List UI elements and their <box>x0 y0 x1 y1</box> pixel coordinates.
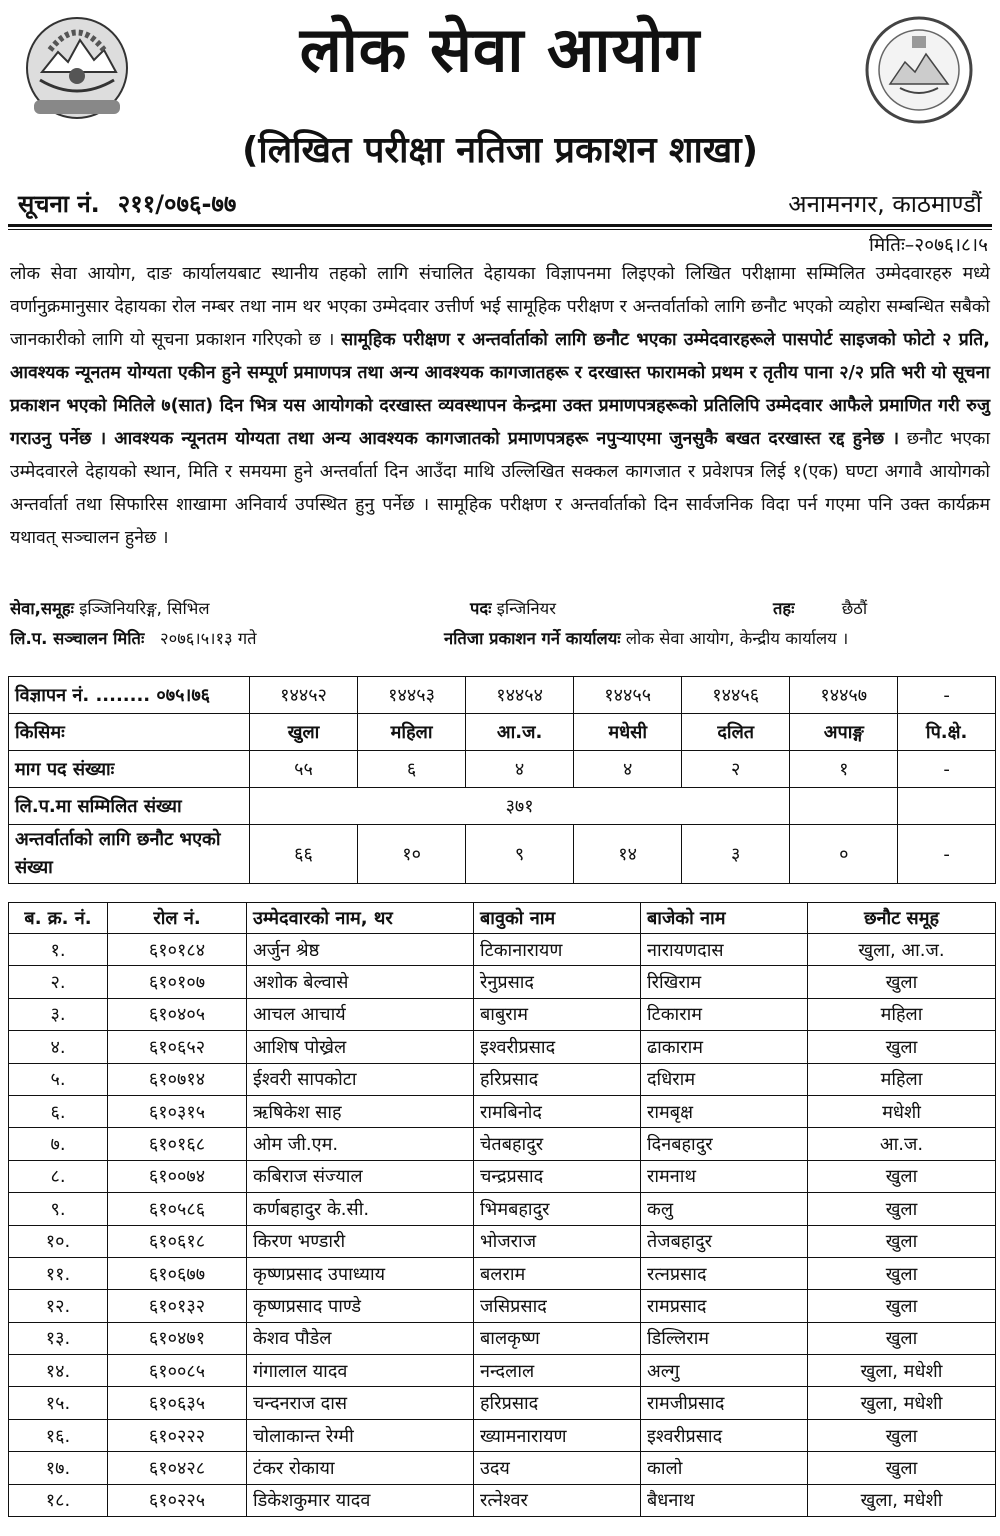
office-location: अनामनगर, काठमाण्डौं <box>788 190 982 218</box>
serial-cell: १२. <box>9 1290 108 1322</box>
grandfather-cell: दिनबहादुर <box>641 1128 808 1160</box>
serial-cell: १४. <box>9 1355 108 1387</box>
roll-cell: ६१०२२५ <box>108 1484 247 1516</box>
demand-cell: - <box>898 751 996 788</box>
grandfather-cell: कलु <box>641 1193 808 1225</box>
roll-cell: ६१०३१५ <box>108 1095 247 1127</box>
post <box>470 596 556 619</box>
serial-cell: ९. <box>9 1193 108 1225</box>
grandfather-cell: दधिराम <box>641 1063 808 1095</box>
ad-number-cell: - <box>898 677 996 714</box>
included-empty-cell <box>898 788 996 825</box>
kind-cell: मधेसी <box>574 714 682 751</box>
selected-label: अन्तर्वार्ताको लागि छनौट भएको संख्या <box>9 825 250 884</box>
kind-label: किसिमः <box>9 714 250 751</box>
grandfather-cell: कालो <box>641 1452 808 1484</box>
name-cell: ओम जी.एम. <box>247 1128 474 1160</box>
table-row <box>9 998 996 1030</box>
notice-date: मितिः–२०७६।८।५ <box>868 234 988 256</box>
post-value: इन्जिनियर <box>496 599 557 618</box>
roll-cell: ६१०६३५ <box>108 1387 247 1419</box>
table-row <box>9 1322 996 1354</box>
group-cell: खुला, आ.ज. <box>808 934 996 966</box>
name-cell: डिकेशकुमार यादव <box>247 1484 474 1516</box>
org-title: लोक सेवा आयोग <box>299 13 701 86</box>
serial-cell: ११. <box>9 1257 108 1289</box>
serial-cell: ६. <box>9 1095 108 1127</box>
result-office-label: नतिजा प्रकाशन गर्ने कार्यालयः <box>444 629 621 648</box>
table-row <box>9 1095 996 1127</box>
demand-cell: २ <box>682 751 790 788</box>
father-cell: ख्यामनारायण <box>474 1419 641 1451</box>
table-row <box>9 1355 996 1387</box>
roll-cell: ६१०५८६ <box>108 1193 247 1225</box>
roll-cell: ६१०१८४ <box>108 934 247 966</box>
kind-row <box>9 714 996 751</box>
father-cell: रेनुप्रसाद <box>474 966 641 998</box>
selected-cell: १० <box>358 825 466 884</box>
exam-date <box>10 626 257 649</box>
name-cell: टंकर रोकाया <box>247 1452 474 1484</box>
table-row <box>9 1063 996 1095</box>
roll-cell: ६१०६७७ <box>108 1257 247 1289</box>
grandfather-cell: तेजबहादुर <box>641 1225 808 1257</box>
ad-number-label: विज्ञापन नं. ........ ०७५।७६ <box>9 677 250 714</box>
header <box>8 0 992 180</box>
serial-cell: १. <box>9 934 108 966</box>
name-cell: अर्जुन श्रेष्ठ <box>247 934 474 966</box>
header-name: उम्मेदवारको नाम, थर <box>247 903 474 934</box>
notice-label: सूचना नं. <box>18 190 100 218</box>
serial-cell: ५. <box>9 1063 108 1095</box>
serial-cell: ७. <box>9 1128 108 1160</box>
table-row <box>9 966 996 998</box>
ad-number-cell: १४४५४ <box>466 677 574 714</box>
father-cell: भिमबहादुर <box>474 1193 641 1225</box>
psc-seal-icon <box>860 14 978 126</box>
table-row <box>9 1452 996 1484</box>
ad-number-cell: १४४५२ <box>250 677 358 714</box>
header-grandfather: बाजेको नाम <box>641 903 808 934</box>
father-cell: चन्द्रप्रसाद <box>474 1160 641 1192</box>
kind-cell: खुला <box>250 714 358 751</box>
serial-cell: १८. <box>9 1484 108 1516</box>
name-cell: आशिष पोख्रेल <box>247 1031 474 1063</box>
level <box>773 596 867 619</box>
grandfather-cell: रिखिराम <box>641 966 808 998</box>
group-cell: खुला <box>808 1257 996 1289</box>
selected-cell: - <box>898 825 996 884</box>
grandfather-cell: डिल्लिराम <box>641 1322 808 1354</box>
grandfather-cell: रामनाथ <box>641 1160 808 1192</box>
roll-cell: ६१०६५२ <box>108 1031 247 1063</box>
kind-cell: पि.क्षे. <box>898 714 996 751</box>
father-cell: बाबुराम <box>474 998 641 1030</box>
grandfather-cell: रामजीप्रसाद <box>641 1387 808 1419</box>
results-header-row <box>9 903 996 934</box>
post-label: पदः <box>470 599 492 618</box>
serial-cell: ८. <box>9 1160 108 1192</box>
group-cell: खुला <box>808 1160 996 1192</box>
body-paragraph-3: छनौट भएका उम्मेदवारले देहायको स्थान, मिति र समयमा हुने अन्तर्वार्ता दिन आउँदा माथि उल्लिखित सक्कल कागजात र प्रवेशपत्र लिई १(एक) घण्टा अगावै आयोगको अन्तर्वार्ता तथा सिफारिस शाखामा अनिवार्य उपस्थित हुनु पर्नेछ । सामूहिक परीक्षण र अन्तर्वार्ताको दिन सार्वजनिक विदा पर्न गएमा पनि उक्त कार्यक्रम यथावत् सञ्चालन हुनेछ । <box>10 429 990 548</box>
serial-cell: १६. <box>9 1419 108 1451</box>
group-cell: खुला <box>808 966 996 998</box>
father-cell: चेतबहादुर <box>474 1128 641 1160</box>
father-cell: उदय <box>474 1452 641 1484</box>
header-father: बावुको नाम <box>474 903 641 934</box>
roll-cell: ६१०१०७ <box>108 966 247 998</box>
demand-label: माग पद संख्याः <box>9 751 250 788</box>
service-value: इञ्जिनियरिङ्ग, सिभिल <box>79 599 210 618</box>
grandfather-cell: बैधनाथ <box>641 1484 808 1516</box>
grandfather-cell: इश्वरीप्रसाद <box>641 1419 808 1451</box>
ad-number-cell: १४४५६ <box>682 677 790 714</box>
roll-cell: ६१०६१८ <box>108 1225 247 1257</box>
grandfather-cell: रामप्रसाद <box>641 1290 808 1322</box>
father-cell: भोजराज <box>474 1225 641 1257</box>
group-cell: खुला <box>808 1290 996 1322</box>
group-cell: खुला <box>808 1225 996 1257</box>
exam-date-label: लि.प. सञ्चालन मितिः <box>10 629 145 648</box>
grandfather-cell: नारायणदास <box>641 934 808 966</box>
serial-cell: ४. <box>9 1031 108 1063</box>
group-cell: महिला <box>808 998 996 1030</box>
results-table <box>8 902 996 1517</box>
table-row <box>9 1257 996 1289</box>
table-row <box>9 934 996 966</box>
exam-date-value: २०७६।५।१३ गते <box>160 629 257 648</box>
notice-line <box>8 180 992 220</box>
group-cell: खुला, मधेशी <box>808 1355 996 1387</box>
ad-number-row <box>9 677 996 714</box>
grandfather-cell: ढाकाराम <box>641 1031 808 1063</box>
table-row <box>9 1193 996 1225</box>
name-cell: चोलाकान्त रेग्मी <box>247 1419 474 1451</box>
roll-cell: ६१०४७१ <box>108 1322 247 1354</box>
serial-cell: १५. <box>9 1387 108 1419</box>
name-cell: चन्दनराज दास <box>247 1387 474 1419</box>
advertisement-table <box>8 676 996 884</box>
grandfather-cell: रामबृक्ष <box>641 1095 808 1127</box>
level-value: छैठौं <box>841 599 868 618</box>
kind-cell: दलित <box>682 714 790 751</box>
grandfather-cell: रत्नप्रसाद <box>641 1257 808 1289</box>
table-row <box>9 1387 996 1419</box>
serial-cell: ३. <box>9 998 108 1030</box>
name-cell: कृष्णप्रसाद पाण्डे <box>247 1290 474 1322</box>
group-cell: खुला, मधेशी <box>808 1387 996 1419</box>
selected-cell: ० <box>790 825 898 884</box>
group-cell: मधेशी <box>808 1095 996 1127</box>
included-value: ३७१ <box>250 788 790 825</box>
father-cell: इश्वरीप्रसाद <box>474 1031 641 1063</box>
father-cell: टिकानारायण <box>474 934 641 966</box>
result-office-value: लोक सेवा आयोग, केन्द्रीय कार्यालय । <box>625 629 849 648</box>
roll-cell: ६१०१६८ <box>108 1128 247 1160</box>
name-cell: गंगालाल यादव <box>247 1355 474 1387</box>
table-row <box>9 1419 996 1451</box>
demand-cell: १ <box>790 751 898 788</box>
kind-cell: महिला <box>358 714 466 751</box>
father-cell: रामबिनोद <box>474 1095 641 1127</box>
group-cell: खुला, मधेशी <box>808 1484 996 1516</box>
serial-cell: १०. <box>9 1225 108 1257</box>
body-paragraph-1: लोक सेवा आयोग, दाङ कार्यालयबाट स्थानीय तहको लागि संचालित देहायका विज्ञापनमा लिइएको लिखित परीक्षामा सम्मिलित उम्मेदवारहरु मध्ये वर्णानुक्रमानुसार देहायका रोल नम्बर तथा नाम थर भएका उम्मेदवार उत्तीर्ण भई सामूहिक परीक्षण र अन्तर्वार्ताको लागि छनौट भएको व्यहोरा सम्बन्धित सबैको जानकारीको लागि यो सूचना प्रकाशन गरिएको छ । <box>10 264 990 350</box>
roll-cell: ६१००७४ <box>108 1160 247 1192</box>
kind-cell: आ.ज. <box>466 714 574 751</box>
roll-cell: ६१०२२२ <box>108 1419 247 1451</box>
name-cell: कृष्णप्रसाद उपाध्याय <box>247 1257 474 1289</box>
table-row <box>9 1128 996 1160</box>
grandfather-cell: टिकाराम <box>641 998 808 1030</box>
table-row <box>9 1160 996 1192</box>
selected-cell: ३ <box>682 825 790 884</box>
demand-cell: ४ <box>466 751 574 788</box>
serial-cell: २. <box>9 966 108 998</box>
father-cell: बालकृष्ण <box>474 1322 641 1354</box>
demand-cell: ६ <box>358 751 466 788</box>
demand-row <box>9 751 996 788</box>
father-cell: नन्दलाल <box>474 1355 641 1387</box>
group-cell: आ.ज. <box>808 1128 996 1160</box>
father-cell: हरिप्रसाद <box>474 1387 641 1419</box>
father-cell: हरिप्रसाद <box>474 1063 641 1095</box>
group-cell: खुला <box>808 1419 996 1451</box>
selected-row <box>9 825 996 884</box>
name-cell: किरण भण्डारी <box>247 1225 474 1257</box>
roll-cell: ६१०४०५ <box>108 998 247 1030</box>
name-cell: केशव पौडेल <box>247 1322 474 1354</box>
demand-cell: ४ <box>574 751 682 788</box>
name-cell: अशोक बेल्वासे <box>247 966 474 998</box>
father-cell: बलराम <box>474 1257 641 1289</box>
branch-title: (लिखित परीक्षा नतिजा प्रकाशन शाखा) <box>241 130 759 171</box>
roll-cell: ६१००८५ <box>108 1355 247 1387</box>
name-cell: कर्णबहादुर के.सी. <box>247 1193 474 1225</box>
header-group: छनौट समूह <box>808 903 996 934</box>
notice-body <box>8 258 992 588</box>
roll-cell: ६१०७१४ <box>108 1063 247 1095</box>
father-cell: जसिप्रसाद <box>474 1290 641 1322</box>
ad-number-cell: १४४५७ <box>790 677 898 714</box>
group-cell: खुला <box>808 1193 996 1225</box>
notice-number <box>18 187 236 220</box>
roll-cell: ६१०१३२ <box>108 1290 247 1322</box>
included-label: लि.प.मा सम्मिलित संख्या <box>9 788 250 825</box>
table-row <box>9 1290 996 1322</box>
roll-cell: ६१०४२८ <box>108 1452 247 1484</box>
level-label: तहः <box>773 599 795 618</box>
body-paragraph-2: सामूहिक परीक्षण र अन्तर्वार्ताको लागि छनौट भएका उम्मेदवारहरूले पासपोर्ट साइजको फोटो २ प्रति, आवश्यक न्यूनतम योग्यता एकीन हुने सम्पूर्ण प्रमाणपत्र तथा अन्य आवश्यक कागजातहरू र दरखास्त फारामको प्रथम र तृतीय पाना २/२ प्रति भरी यो सूचना प्रकाशन भएको मितिले ७(सात) दिन भित्र यस आयोगको दरखास्त व्यवस्थापन केन्द्रमा उक्त प्रमाणपत्रहरूको प्रतिलिपि उम्मेदवार आफैले प्रमाणित गरी रुजु गराउनु पर्नेछ । आवश्यक न्यूनतम योग्यता तथा अन्य आवश्यक कागजातको प्रमाणपत्रहरू नपुऱ्याएमा जुनसुकै बखत दरखास्त रद्द हुनेछ । <box>10 330 990 449</box>
header-divider <box>8 224 992 230</box>
header-roll: रोल नं. <box>108 903 247 934</box>
table-row <box>9 1484 996 1516</box>
group-cell: महिला <box>808 1063 996 1095</box>
table-row <box>9 1225 996 1257</box>
table-row <box>9 1031 996 1063</box>
serial-cell: १७. <box>9 1452 108 1484</box>
header-serial: ब. क्र. नं. <box>9 903 108 934</box>
selected-cell: ९ <box>466 825 574 884</box>
name-cell: ऋषिकेश साह <box>247 1095 474 1127</box>
included-empty-cell <box>790 788 898 825</box>
included-row <box>9 788 996 825</box>
selected-cell: १४ <box>574 825 682 884</box>
serial-cell: १३. <box>9 1322 108 1354</box>
father-cell: रत्नेश्वर <box>474 1484 641 1516</box>
ad-number-cell: १४४५३ <box>358 677 466 714</box>
service-label: सेवा,समूहः <box>10 599 74 618</box>
ad-number-cell: १४४५५ <box>574 677 682 714</box>
name-cell: आचल आचार्य <box>247 998 474 1030</box>
service-group <box>10 596 210 619</box>
results-body <box>9 934 996 1517</box>
kind-cell: अपाङ्ग <box>790 714 898 751</box>
name-cell: कबिराज संज्याल <box>247 1160 474 1192</box>
grandfather-cell: अल्गु <box>641 1355 808 1387</box>
exam-meta <box>8 596 992 660</box>
notice-number-value: २११/०७६-७७ <box>117 190 237 218</box>
name-cell: ईश्वरी सापकोटा <box>247 1063 474 1095</box>
group-cell: खुला <box>808 1452 996 1484</box>
result-office <box>444 626 848 649</box>
demand-cell: ५५ <box>250 751 358 788</box>
group-cell: खुला <box>808 1322 996 1354</box>
group-cell: खुला <box>808 1031 996 1063</box>
selected-cell: ६६ <box>250 825 358 884</box>
